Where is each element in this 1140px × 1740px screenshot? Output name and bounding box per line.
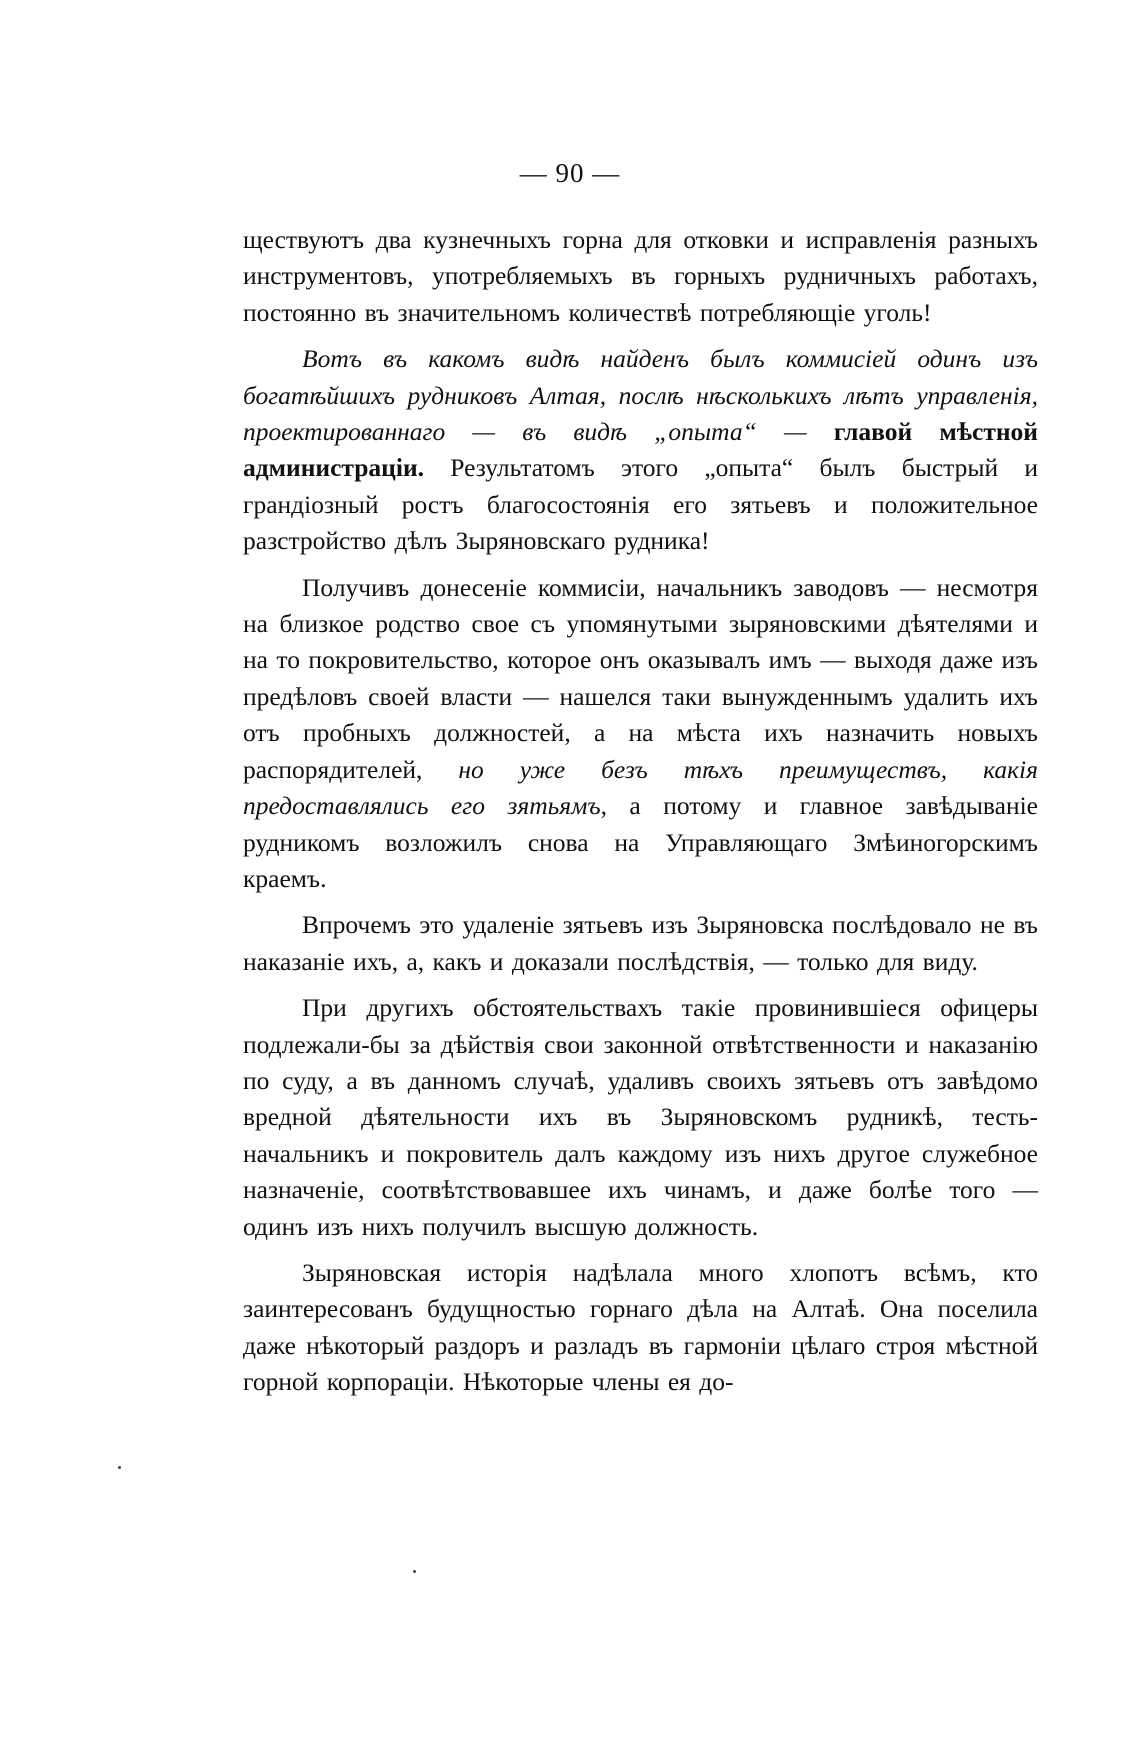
paper-speck [118,1466,121,1469]
paragraph-3-text-end: , а потому и главное завѣдываніе рудникомъ возложилъ снова на Управляющаго Змѣиногорскимъ краемъ. [243,791,1038,893]
paragraph-3 [243,570,1038,898]
paragraph-2-italic-text: Вотъ въ какомъ видѣ найденъ былъ коммисіей одинъ изъ богатѣйшихъ рудниковъ Алтая, послѣ нѣсколькихъ лѣтъ управленія, проектированнаго — въ видѣ „опыта“ — [243,344,1038,447]
paragraph-1 [243,222,1038,331]
paragraph-2-text: Результатомъ этого „опыта“ былъ быстрый и грандіозный ростъ благосостоянія его зятьевъ и положительное разстройство дѣлъ Зыряновскаго рудника! [243,453,1038,556]
body-text [243,222,1038,1401]
paragraph-6 [243,1255,1038,1401]
paragraph-2 [243,341,1038,559]
paragraph-4 [243,907,1038,980]
paragraph-6-text: Зыряновская исторія надѣлала много хлопотъ всѣмъ, кто заинтересованъ будущностью горнаго дѣла на Алтаѣ. Она поселила даже нѣкоторый раздоръ и разладъ въ гармоніи цѣлаго строя мѣстной горной корпораціи. Нѣкоторые члены ея до- [243,1257,1038,1397]
paragraph-5 [243,990,1038,1245]
page-number: — 90 — [519,158,621,188]
paper-speck [413,1570,416,1573]
paragraph-5-text: При другихъ обстоятельствахъ такіе провинившіеся офицеры подлежали-бы за дѣйствія свои законной отвѣтственности и наказанію по суду, а въ данномъ случаѣ, удаливъ своихъ зятьевъ отъ завѣдомо вредной дѣятельности ихъ въ Зыряновскомъ рудникѣ, тесть-начальникъ и покровитель далъ каждому изъ нихъ другое служебное назначеніе, соотвѣтствовавшее ихъ чинамъ, и даже болѣе того — одинъ изъ нихъ получилъ высшую должность. [243,993,1038,1241]
paragraph-3-text-start: Получивъ донесеніе коммисіи, начальникъ заводовъ — несмотря на близкое родство свое съ упомянутыми зыряновскими дѣятелями и на то покровительство, которое онъ оказывалъ имъ — выходя даже изъ предѣловъ своей власти — нашелся таки вынужденнымъ удалить ихъ отъ пробныхъ должностей, а на мѣста ихъ назначить новыхъ распорядителей, [243,572,1038,784]
paragraph-4-text: Впрочемъ это удаленіе зятьевъ изъ Зыряновска послѣдовало не въ наказаніе ихъ, а, какъ и доказали послѣдствія, — только для виду. [243,910,1038,976]
paragraph-1-text: ществуютъ два кузнечныхъ горна для отковки и исправленія разныхъ инструментовъ, употребляемыхъ въ горныхъ рудничныхъ работахъ, постоянно въ значительномъ количествѣ потребляющіе уголь! [243,225,1038,327]
paragraph-3-italic-text: но уже безъ тѣхъ преимуществъ, какія предоставлялись его зятьямъ [243,754,1038,821]
paragraph-2-bold-text: главой мѣстной администраціи. [243,417,1038,483]
